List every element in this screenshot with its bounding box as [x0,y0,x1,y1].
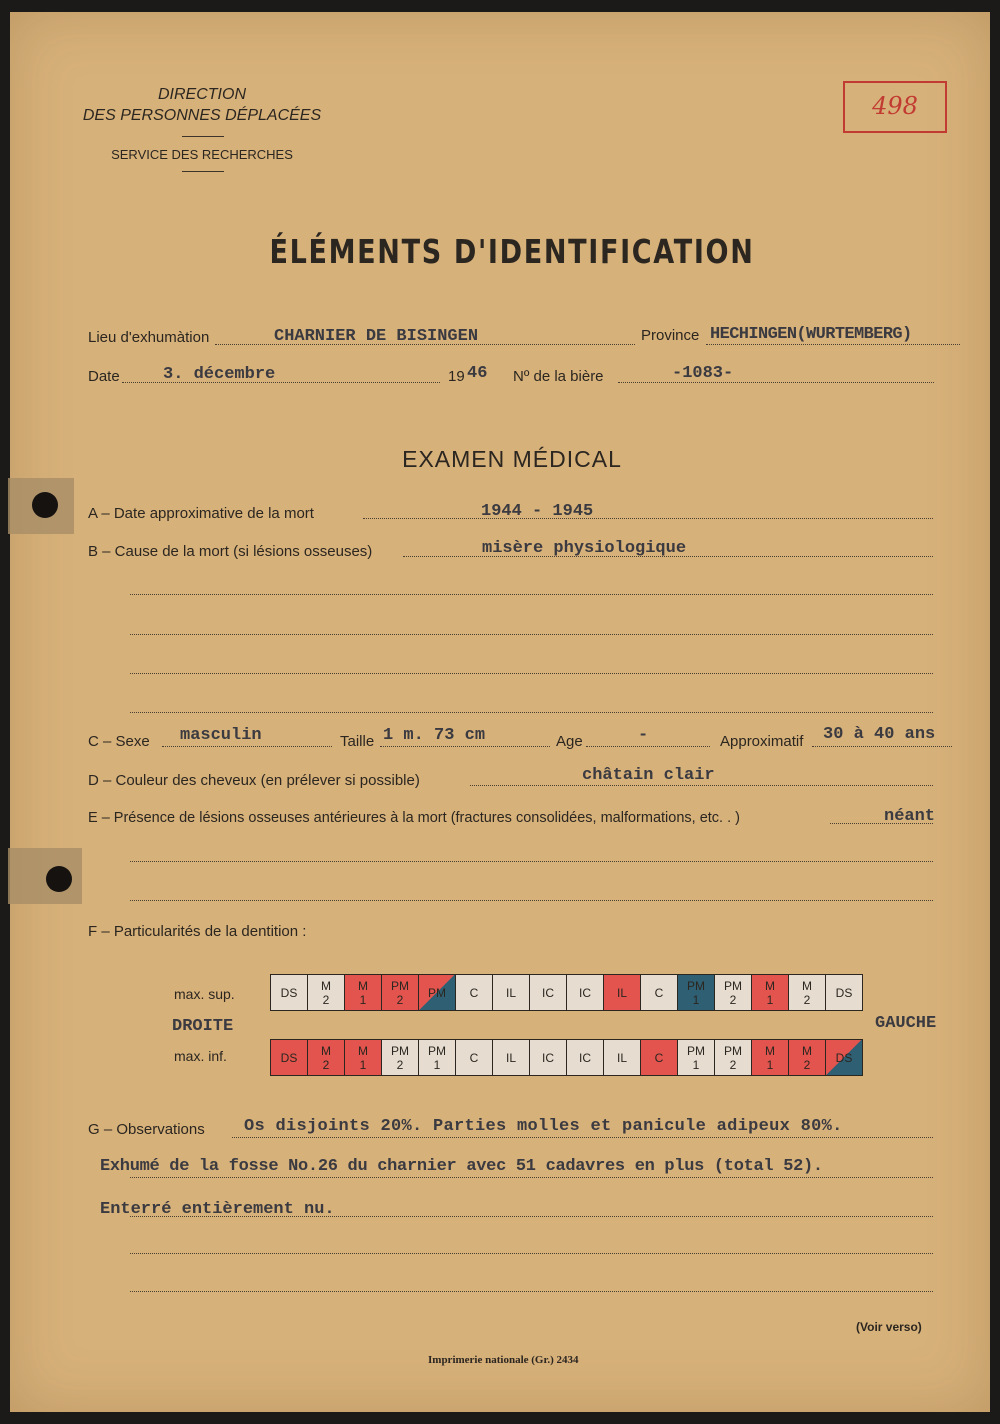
tooth-cell [641,975,678,1010]
dotted-line [130,900,933,901]
header-divider [182,136,224,137]
dotted-line [162,746,332,747]
tooth-number: 2 [396,992,404,1007]
tooth-cell [641,1040,678,1075]
dotted-line [130,673,933,674]
tooth-number: 1 [692,992,700,1007]
dotted-line [706,344,960,345]
tooth-number: 2 [803,1057,811,1072]
date-value: 3. décembre [163,365,276,384]
lieu-label: Lieu d'exhumàtion [88,329,210,346]
age-label: Age [556,733,583,750]
tooth-number: 1 [766,1057,774,1072]
tooth-code: IL [505,1050,516,1065]
tooth-code: PM [391,1043,409,1058]
taille-value: 1 m. 73 cm [383,726,486,745]
tooth-code: M [321,1043,331,1058]
tooth-cell [493,1040,530,1075]
field-f-label: F – Particularités de la dentition : [88,923,307,940]
tooth-number: 2 [729,992,737,1007]
age-value: - [638,726,649,745]
tooth-number: 1 [359,992,367,1007]
observations-label: G – Observations [88,1121,205,1138]
taille-label: Taille [340,733,375,750]
tooth-cell [271,975,308,1010]
dotted-line [470,785,933,786]
lower-teeth-chart [270,1039,863,1076]
dotted-line [130,861,933,862]
tooth-code: C [469,1050,479,1065]
dotted-line [380,746,550,747]
tooth-cell [382,1040,419,1075]
tooth-code: DS [835,1050,853,1065]
tooth-cell [678,975,715,1010]
dotted-line [232,1137,933,1138]
printer-imprint: Imprimerie nationale (Gr.) 2434 [428,1354,579,1366]
field-e-label: E – Présence de lésions osseuses antérieures à la mort (fractures consolidées, malformations, etc. . ) [88,810,740,826]
field-a-value: 1944 - 1945 [481,502,594,521]
tooth-code: C [469,985,479,1000]
dotted-line [363,518,933,519]
tooth-number: 1 [433,1057,441,1072]
tooth-code: IL [505,985,516,1000]
approx-value: 30 à 40 ans [823,725,936,744]
tooth-code: PM [724,1043,742,1058]
approx-label: Approximatif [720,733,804,750]
tooth-code: M [802,978,812,993]
max-sup-label: max. sup. [174,986,235,1002]
province-label: Province [641,327,700,344]
tooth-cell [308,975,345,1010]
observations-line1: Os disjoints 20%. Parties molles et panicule adipeux 80%. [244,1117,843,1136]
tooth-cell [271,1040,308,1075]
tooth-cell [493,975,530,1010]
punch-hole [46,866,72,892]
tooth-number: 2 [803,992,811,1007]
tooth-code: IC [542,1050,554,1065]
tooth-cell [530,975,567,1010]
dotted-line [812,746,952,747]
tooth-cell [826,1040,862,1075]
tooth-code: PM [428,985,446,1000]
tooth-code: IC [542,985,554,1000]
service-name: SERVICE DES RECHERCHES [111,147,293,162]
tooth-code: C [654,985,664,1000]
tooth-cell [789,1040,826,1075]
field-a-label: A – Date approximative de la mort [88,505,314,522]
tooth-code: IC [579,1050,591,1065]
sexe-value: masculin [180,726,262,745]
dotted-line [130,594,933,595]
upper-teeth-chart [270,974,863,1011]
field-c-label: C – Sexe [88,733,150,750]
field-b-label: B – Cause de la mort (si lésions osseuses) [88,543,373,560]
dotted-line [130,1253,933,1254]
tooth-code: M [765,978,775,993]
dotted-line [586,746,710,747]
biere-label: Nº de la bière [513,368,604,385]
tooth-code: PM [687,978,705,993]
field-d-value: châtain clair [582,766,715,785]
file-number-stamp: 498 [843,81,947,133]
tooth-code: M [358,978,368,993]
tooth-cell [419,1040,456,1075]
tooth-code: PM [724,978,742,993]
tooth-code: IL [616,1050,627,1065]
tooth-cell [530,1040,567,1075]
gauche-label: GAUCHE [875,1014,937,1033]
tooth-number: 2 [322,1057,330,1072]
exam-title: EXAMEN MÉDICAL [402,446,622,472]
dotted-line [130,1291,933,1292]
dotted-line [130,1177,933,1178]
tooth-code: PM [687,1043,705,1058]
tooth-cell [789,975,826,1010]
tooth-code: IL [616,985,627,1000]
tooth-cell [826,975,862,1010]
org-line1: DIRECTION [158,86,246,103]
tooth-cell [567,1040,604,1075]
tooth-cell [715,1040,752,1075]
tooth-code: DS [835,985,853,1000]
tooth-code: M [321,978,331,993]
tooth-code: M [765,1043,775,1058]
max-inf-label: max. inf. [174,1048,227,1064]
header-divider [182,171,224,172]
tooth-code: M [358,1043,368,1058]
tooth-code: PM [391,978,409,993]
tooth-number: 2 [729,1057,737,1072]
tooth-number: 2 [396,1057,404,1072]
tooth-cell [604,1040,641,1075]
tooth-cell [345,975,382,1010]
tooth-cell [604,975,641,1010]
biere-value: -1083- [672,364,734,383]
year-prefix: 19 [448,368,465,385]
tooth-cell [419,975,456,1010]
tooth-cell [345,1040,382,1075]
tooth-number: 1 [766,992,774,1007]
observations-line2: Exhumé de la fosse No.26 du charnier avec 51 cadavres en plus (total 52). [100,1157,823,1176]
tooth-code: PM [428,1043,446,1058]
tooth-cell [456,975,493,1010]
field-b-value: misère physiologique [482,539,687,558]
tooth-cell [752,1040,789,1075]
year-value: 46 [467,364,488,383]
punch-hole [32,492,58,518]
dotted-line [130,712,933,713]
tooth-number: 2 [322,992,330,1007]
dotted-line [618,382,934,383]
tooth-cell [308,1040,345,1075]
date-label: Date [88,368,120,385]
tooth-code: C [654,1050,664,1065]
tooth-cell [382,975,419,1010]
province-value: HECHINGEN(WURTEMBERG) [710,325,912,344]
field-d-label: D – Couleur des cheveux (en prélever si possible) [88,772,420,789]
page-title: ÉLÉMENTS D'IDENTIFICATION [269,232,755,271]
tooth-cell [715,975,752,1010]
tooth-code: IC [579,985,591,1000]
field-e-value: néant [884,807,936,826]
tooth-code: M [802,1043,812,1058]
tooth-cell [678,1040,715,1075]
droite-label: DROITE [172,1017,234,1036]
dotted-line [130,634,933,635]
tooth-cell [456,1040,493,1075]
tooth-number: 1 [359,1057,367,1072]
tooth-number: 1 [692,1057,700,1072]
lieu-value: CHARNIER DE BISINGEN [274,327,479,346]
observations-line3: Enterré entièrement nu. [100,1200,335,1219]
verso-note: (Voir verso) [856,1320,922,1334]
tooth-cell [752,975,789,1010]
tooth-code: DS [280,1050,298,1065]
org-line2: DES PERSONNES DÉPLACÉES [82,107,322,124]
tooth-code: DS [280,985,298,1000]
tooth-cell [567,975,604,1010]
